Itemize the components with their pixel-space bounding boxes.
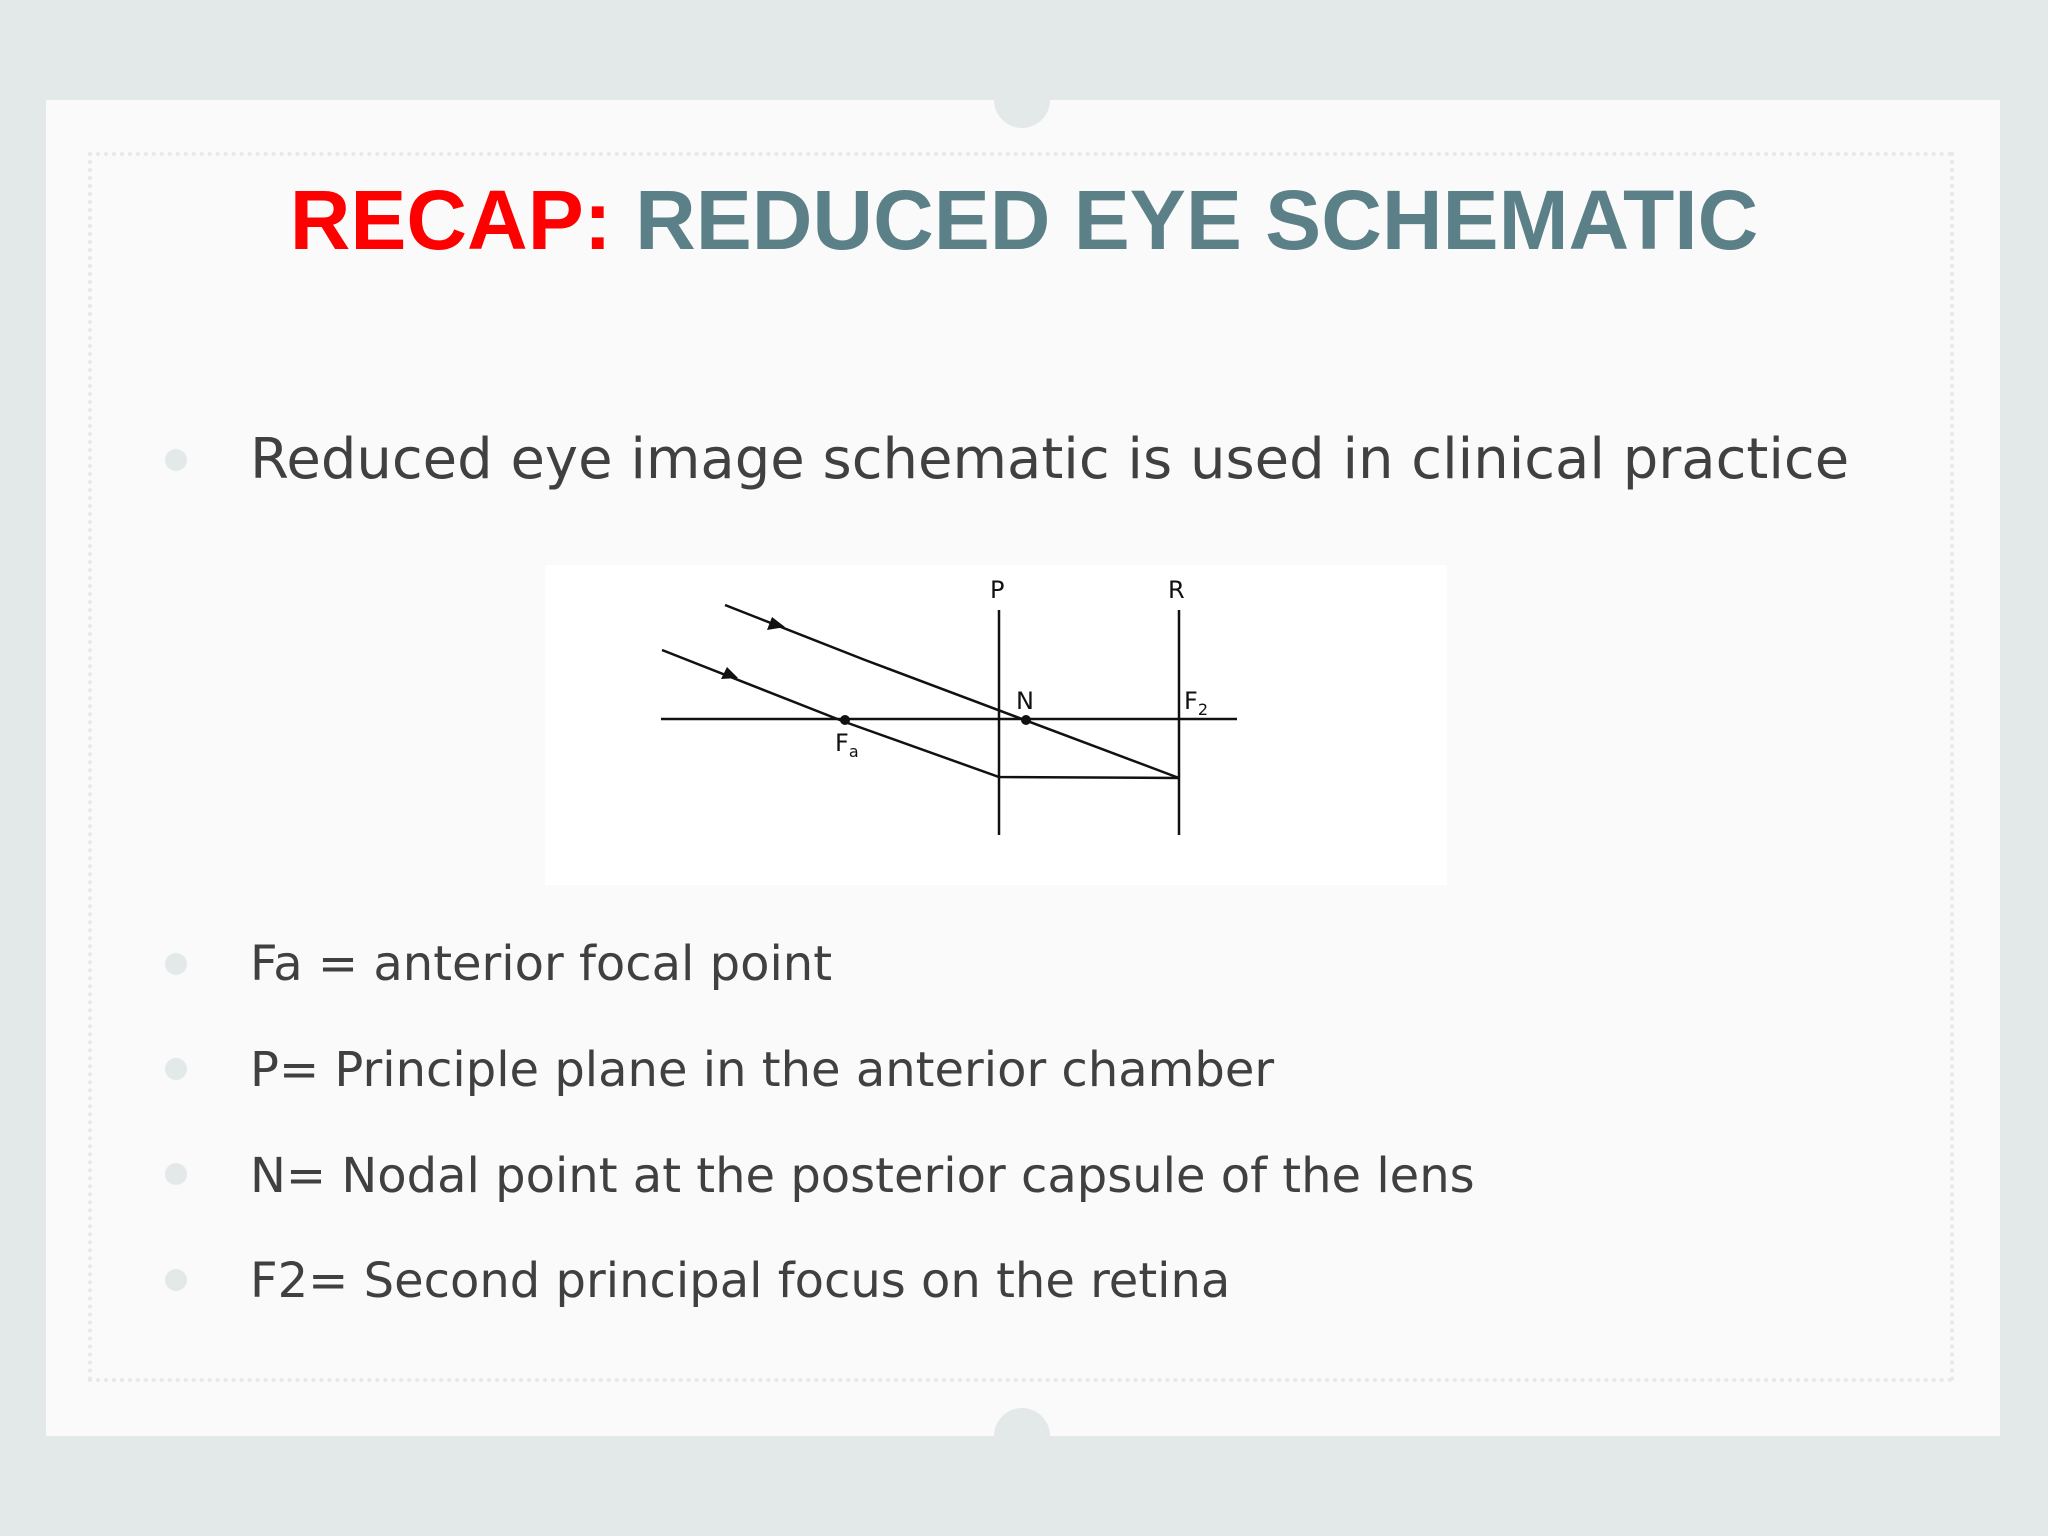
bullet-dot bbox=[165, 1058, 187, 1080]
title-prefix: RECAP: bbox=[289, 173, 612, 267]
label-f2-sub: 2 bbox=[1197, 700, 1208, 719]
label-f2-main: F bbox=[1184, 687, 1198, 715]
bullet-dot bbox=[165, 1163, 187, 1185]
label-p: P bbox=[990, 576, 1005, 604]
reduced-eye-diagram bbox=[545, 565, 1447, 885]
label-fa bbox=[835, 729, 859, 761]
bottom-notch bbox=[994, 1408, 1050, 1464]
definition-f2: F2= Second principal focus on the retina bbox=[250, 1253, 1231, 1309]
bullet-dot bbox=[165, 1269, 187, 1291]
label-f2 bbox=[1184, 687, 1208, 719]
upper-ray bbox=[725, 605, 1179, 778]
label-fa-main: F bbox=[835, 729, 849, 757]
label-r: R bbox=[1168, 576, 1185, 604]
top-notch bbox=[994, 72, 1050, 128]
fa-point bbox=[840, 715, 850, 725]
intro-bullet: Reduced eye image schematic is used in clinical practice bbox=[250, 427, 1850, 492]
definition-n: N= Nodal point at the posterior capsule of the lens bbox=[250, 1148, 1475, 1204]
n-point bbox=[1021, 715, 1031, 725]
slide-title bbox=[0, 173, 2048, 267]
definition-fa: Fa = anterior focal point bbox=[250, 936, 833, 992]
lower-ray bbox=[662, 650, 1179, 778]
label-fa-sub: a bbox=[848, 742, 859, 761]
title-main: REDUCED EYE SCHEMATIC bbox=[635, 173, 1759, 267]
bullet-dot bbox=[165, 953, 187, 975]
diagram-svg bbox=[545, 565, 1447, 885]
definition-p: P= Principle plane in the anterior chamber bbox=[250, 1042, 1275, 1098]
bullet-dot bbox=[165, 449, 187, 471]
label-n: N bbox=[1016, 687, 1034, 715]
